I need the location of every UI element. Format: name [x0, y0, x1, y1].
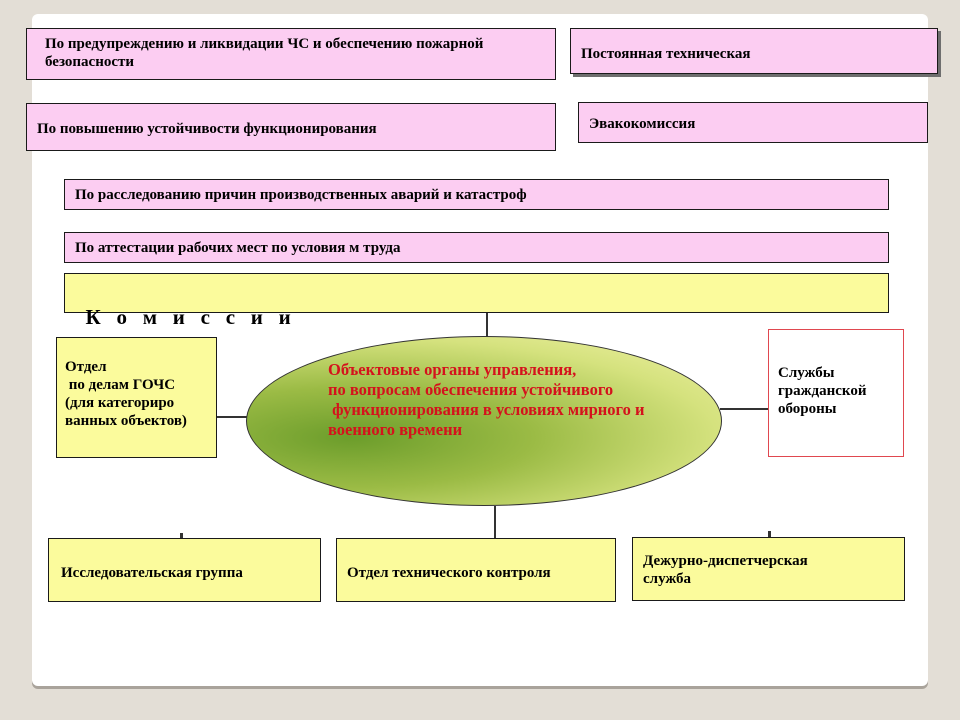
technical-control-department-label: Отдел технического контроля — [347, 565, 551, 581]
dispatch-service-line-1: Дежурно-диспетчерская — [643, 553, 808, 569]
commission-accident-investigation — [64, 179, 889, 210]
dispatch-service — [632, 537, 905, 601]
connector-bottom — [494, 506, 496, 538]
technical-control-department — [336, 538, 616, 602]
civil-defense-department — [56, 337, 217, 458]
central-management-text — [328, 360, 748, 440]
civil-defense-services-line-2: гражданской — [778, 383, 867, 399]
central-management-line-2: по вопросам обеспечения устойчивого — [328, 380, 614, 399]
civil-defense-services — [768, 329, 904, 457]
central-management-line-3: функционирования в условиях мирного и — [328, 400, 645, 419]
central-management-line-1: Объектовые органы управления, — [328, 360, 577, 379]
civil-defense-services-line-3: обороны — [778, 401, 837, 417]
dispatch-service-line-2: служба — [643, 571, 692, 587]
commission-emergency-fire-safety — [26, 28, 556, 80]
civil-defense-department-line-2: по делам ГОЧС — [65, 377, 176, 393]
commissions-header — [64, 273, 889, 329]
civil-defense-department-line-3: (для категориро — [65, 395, 175, 411]
commissions-header-label: К о м и с с и и — [85, 305, 291, 329]
commission-evacuation-label: Эвакокомиссия — [589, 116, 696, 132]
commission-stability-label: По повышению устойчивости функционирования — [37, 121, 377, 137]
commission-emergency-fire-safety-label: По предупреждению и ликвидации ЧС и обеспечению пожарной безопасности — [45, 36, 484, 70]
research-group-label: Исследовательская группа — [61, 565, 243, 581]
commission-evacuation — [578, 102, 928, 143]
civil-defense-department-line-1: Отдел — [65, 359, 107, 375]
central-management-line-4: военного времени — [328, 420, 463, 439]
civil-defense-services-line-1: Службы — [778, 365, 835, 381]
research-group — [48, 538, 321, 602]
commission-workplace-attestation — [64, 232, 889, 263]
commission-workplace-attestation-label: По аттестации рабочих мест по условия м труда — [75, 240, 401, 256]
commission-permanent-technical — [570, 28, 938, 74]
connector-top — [486, 313, 488, 337]
commission-stability — [26, 103, 556, 151]
commission-accident-investigation-label: По расследованию причин производственных аварий и катастроф — [75, 187, 527, 203]
connector-left — [217, 416, 249, 418]
civil-defense-department-line-4: ванных объектов) — [65, 413, 187, 429]
commission-permanent-technical-label: Постоянная техническая — [581, 46, 751, 62]
